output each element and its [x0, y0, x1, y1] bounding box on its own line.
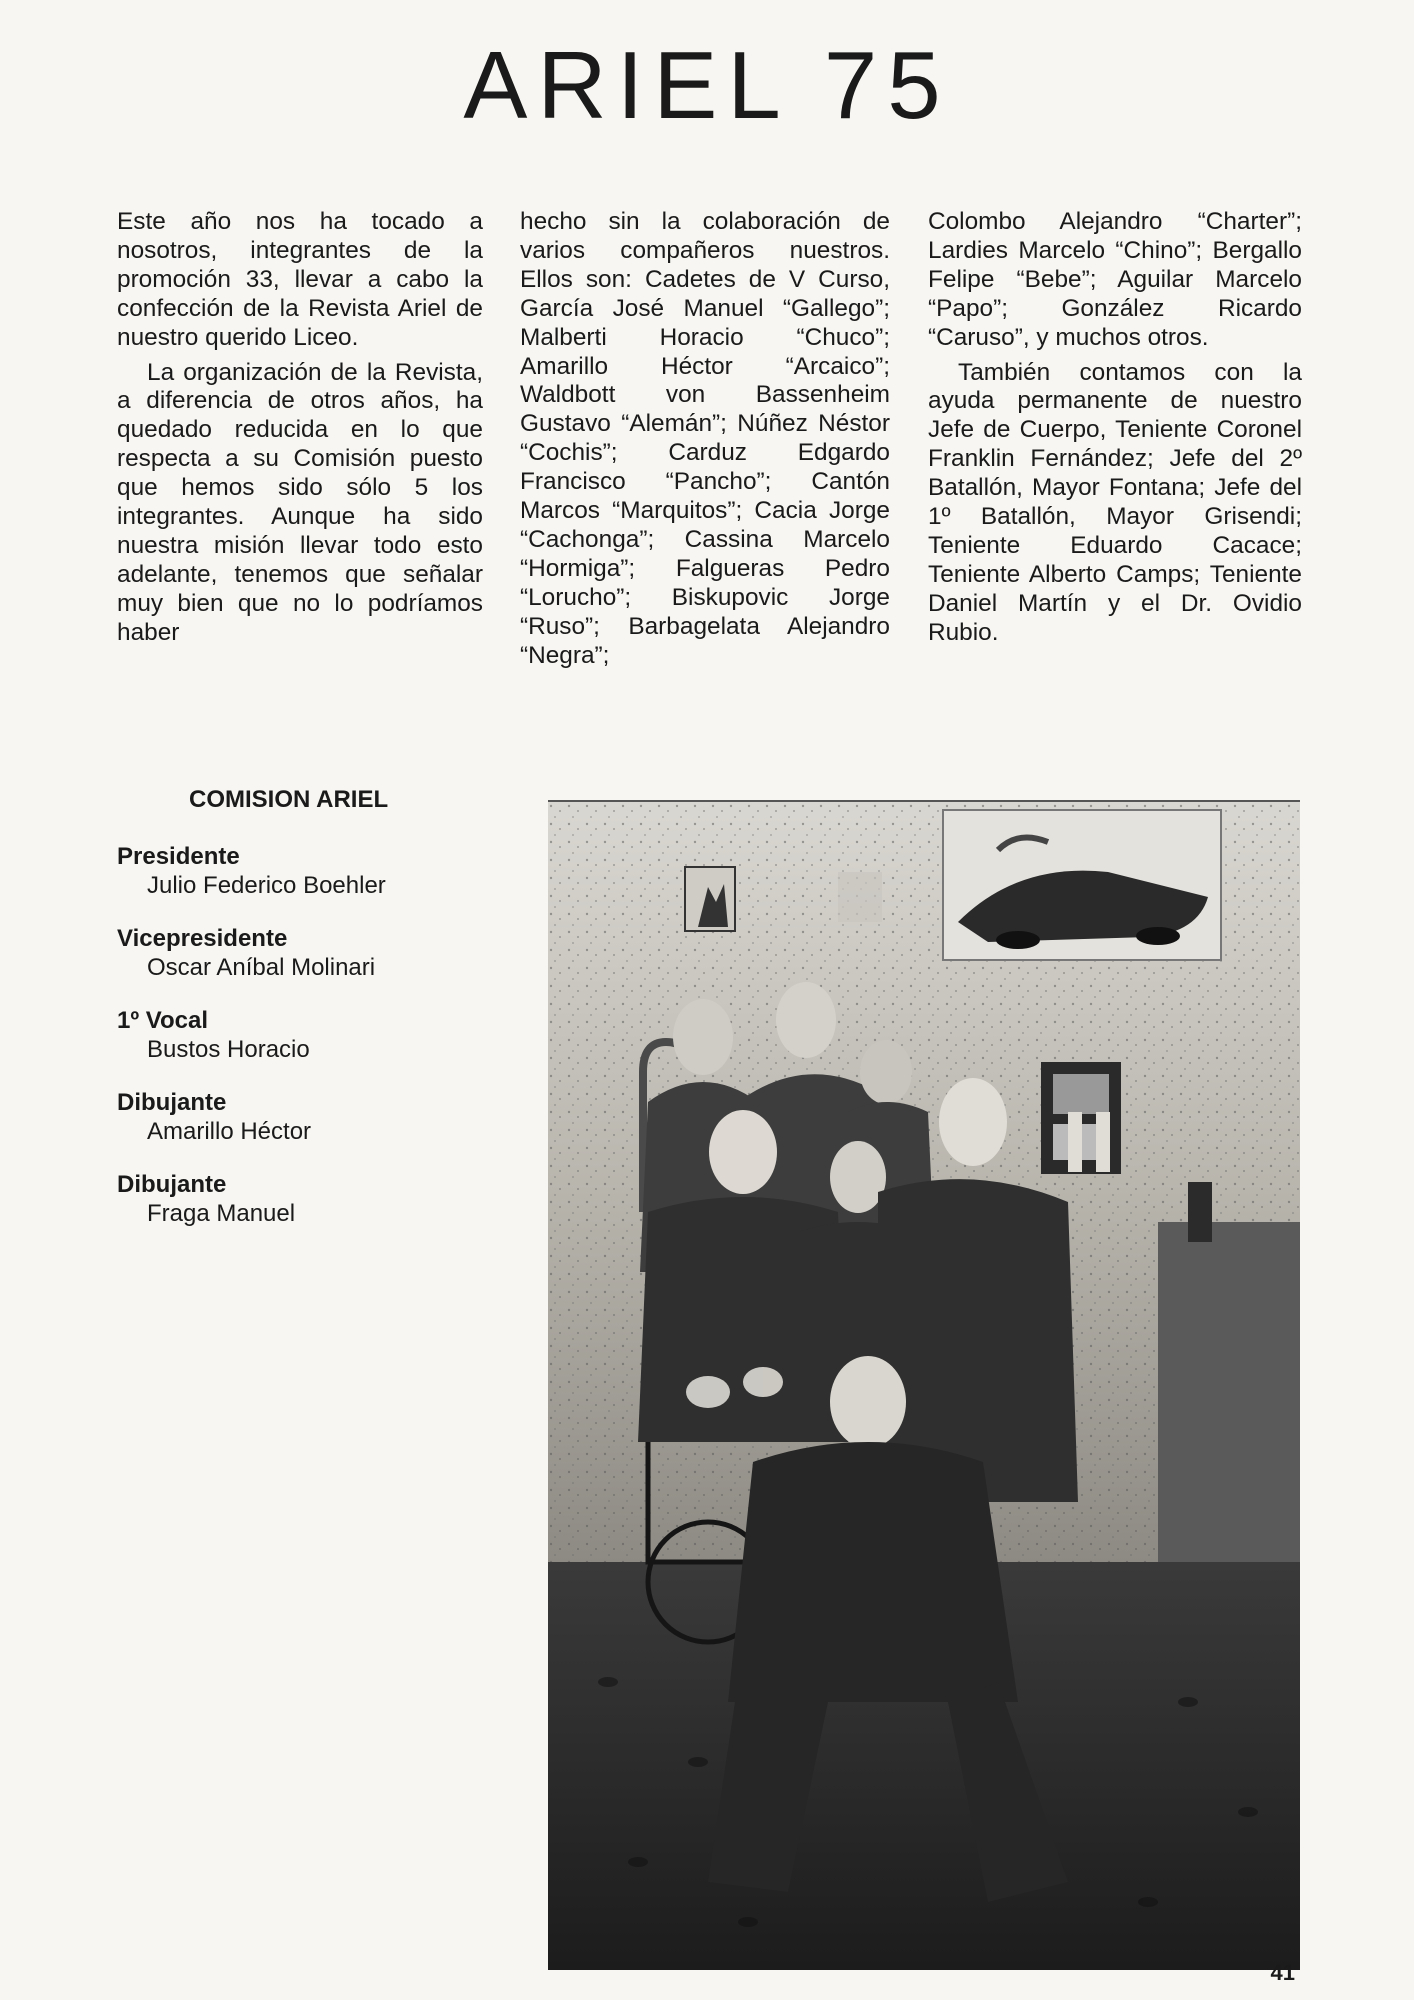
commission-panel [117, 786, 497, 1252]
member-role: Presidente [117, 843, 240, 870]
member-name: Oscar Aníbal Molinari [147, 954, 376, 981]
race-car-poster [943, 810, 1221, 960]
member-name: Julio Federico Boehler [147, 872, 386, 899]
group-photo [548, 800, 1300, 1970]
wall-card [838, 872, 882, 922]
commission-member [117, 842, 497, 900]
commission-heading: COMISION ARIEL [189, 786, 389, 813]
member-name: Fraga Manuel [147, 1200, 296, 1227]
page-number: 41 [1270, 1960, 1295, 1985]
intro-paragraph: Colombo Alejandro “Charter”; Lardies Marcelo “Chino”; Bergallo Felipe “Bebe”; Aguilar Marcelo “Papo”; González Ricardo “Caruso”, y muchos otros. [928, 208, 1302, 351]
intro-column-3 [928, 208, 1302, 648]
group-photo-illustration [548, 802, 1300, 1970]
commission-member [117, 1006, 497, 1064]
page-title: ARIEL 75 [463, 32, 951, 139]
commission-member [117, 1170, 497, 1228]
intro-column-1 [117, 208, 483, 648]
intro-paragraph: También contamos con la ayuda permanente de nuestro Jefe de Cuerpo, Teniente Coronel Franklin Fernández; Jefe del 2º Batallón, Mayor Fontana; Jefe del 1º Batallón, Mayor Grisendi; Teniente Eduardo Cacace; Teniente Alberto Camps; Teniente Daniel Martín y el Dr. Ovidio Rubio. [928, 358, 1302, 646]
intro-paragraph: Este año nos ha tocado a nosotros, integrantes de la promoción 33, llevar a cabo la confección de la Revista Ariel de nuestro querido Liceo. [117, 208, 483, 351]
member-role: Dibujante [117, 1171, 227, 1198]
commission-member [117, 1088, 497, 1146]
member-role: Dibujante [117, 1089, 227, 1116]
small-wall-picture [685, 867, 735, 931]
member-role: Vicepresidente [117, 925, 288, 952]
member-name: Bustos Horacio [147, 1036, 310, 1063]
commission-member [117, 924, 497, 982]
intro-paragraph: hecho sin la colaboración de varios compañeros nuestros. Ellos son: Cadetes de V Curso, García José Manuel “Gallego”; Malberti Horacio “Chuco”; Amarillo Héctor “Arcaico”; Waldbott von Bassenheim Gustavo “Alemán”; Núñez Néstor “Cochis”; Carduz Edgardo Francisco “Pancho”; Cantón Marcos “Marquitos”; Cacia Jorge “Cachonga”; Cassina Marcelo “Hormiga”; Falgueras Pedro “Lorucho”; Biskupovic Jorge “Ruso”; Barbagelata Alejandro “Negra”; [520, 208, 890, 669]
intro-column-2 [520, 208, 890, 671]
member-name: Amarillo Héctor [147, 1118, 312, 1145]
member-role: 1º Vocal [117, 1007, 209, 1034]
intro-paragraph: La organización de la Revista, a diferencia de otros años, ha quedado reducida en lo que respecta a su Comisión puesto que hemos sido sólo 5 los integrantes. Aunque ha sido nuestra misión llevar todo esto adelante, tenemos que señalar muy bien que no lo podríamos haber [117, 358, 483, 646]
